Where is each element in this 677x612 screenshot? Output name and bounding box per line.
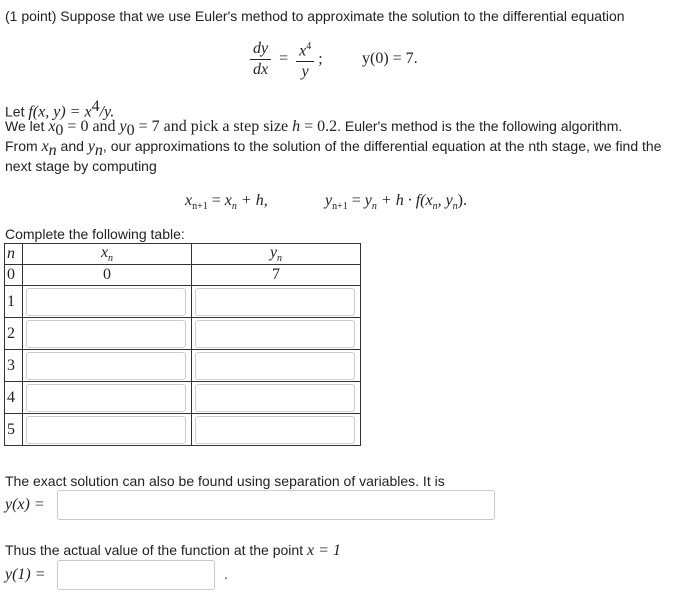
table-caption: Complete the following table: xyxy=(5,226,185,242)
row-index: 1 xyxy=(5,286,23,318)
from-line: From $x_n$ and $y_n$, our approximations to the solution of the differential equation at the nth stage, we find the xyxy=(5,138,662,159)
x4-input[interactable] xyxy=(26,384,186,412)
table-row xyxy=(5,265,361,286)
x0-value: 0 xyxy=(23,265,192,286)
we-let-line: We let $x_0 = 0$ and $y_0 = 7$ and pick a step size h = 0.2. Euler's method is the the following algorithm. xyxy=(5,118,623,139)
actual-value-label: y(1) = xyxy=(5,566,46,583)
row-index: 4 xyxy=(5,382,23,414)
derivative-fraction: $\frac{dy}{dx}$ xyxy=(250,40,271,79)
y5-input[interactable] xyxy=(195,416,355,444)
next-stage-line: next stage by computing xyxy=(5,158,157,174)
table-row xyxy=(5,318,361,350)
y-update-formula: $y_{n+1} = y_n + h \cdot f(x_n$, $y_n$). xyxy=(325,192,467,213)
actual-value-text: Thus the actual value of the function at the point x = 1 xyxy=(5,542,341,559)
initial-condition: y(0) = 7. xyxy=(362,50,418,67)
y0-value: 7 xyxy=(192,265,361,286)
row-index: 5 xyxy=(5,414,23,446)
x2-input[interactable] xyxy=(26,320,186,348)
exact-solution-text: The exact solution can also be found using separation of variables. It is xyxy=(5,473,445,489)
differential-equation: $\frac{dy}{dx}$ = $\frac{x^4}{y}$ ; xyxy=(250,38,323,81)
row-index: 3 xyxy=(5,350,23,382)
exact-solution-label: y(x) = xyxy=(5,496,45,513)
euler-table xyxy=(4,243,361,446)
rhs-fraction: $\frac{x^4}{y}$ xyxy=(296,38,314,81)
x5-input[interactable] xyxy=(26,416,186,444)
table-row xyxy=(5,414,361,446)
y1-input[interactable] xyxy=(195,288,355,316)
x1-input[interactable] xyxy=(26,288,186,316)
table-header-row xyxy=(5,244,361,265)
problem-intro: (1 point) Suppose that we use Euler's method to approximate the solution to the differential equation xyxy=(5,8,625,24)
trailing-period: . xyxy=(224,566,228,582)
x3-input[interactable] xyxy=(26,352,186,380)
header-yn: $y_n$ xyxy=(192,244,361,265)
y3-input[interactable] xyxy=(195,352,355,380)
row-index: 0 xyxy=(5,265,23,286)
let-f-line: Let f(x, $y) = x^4/y$. xyxy=(5,98,115,121)
header-n: n xyxy=(7,245,15,263)
y2-input[interactable] xyxy=(195,320,355,348)
table-row xyxy=(5,350,361,382)
x-update-formula: $x_{n+1} = x_n + h$, xyxy=(185,192,268,213)
actual-value-input[interactable] xyxy=(57,560,215,590)
table-row xyxy=(5,286,361,318)
table-row xyxy=(5,382,361,414)
header-xn: $x_n$ xyxy=(23,244,192,265)
row-index: 2 xyxy=(5,318,23,350)
exact-solution-input[interactable] xyxy=(57,490,495,520)
y4-input[interactable] xyxy=(195,384,355,412)
